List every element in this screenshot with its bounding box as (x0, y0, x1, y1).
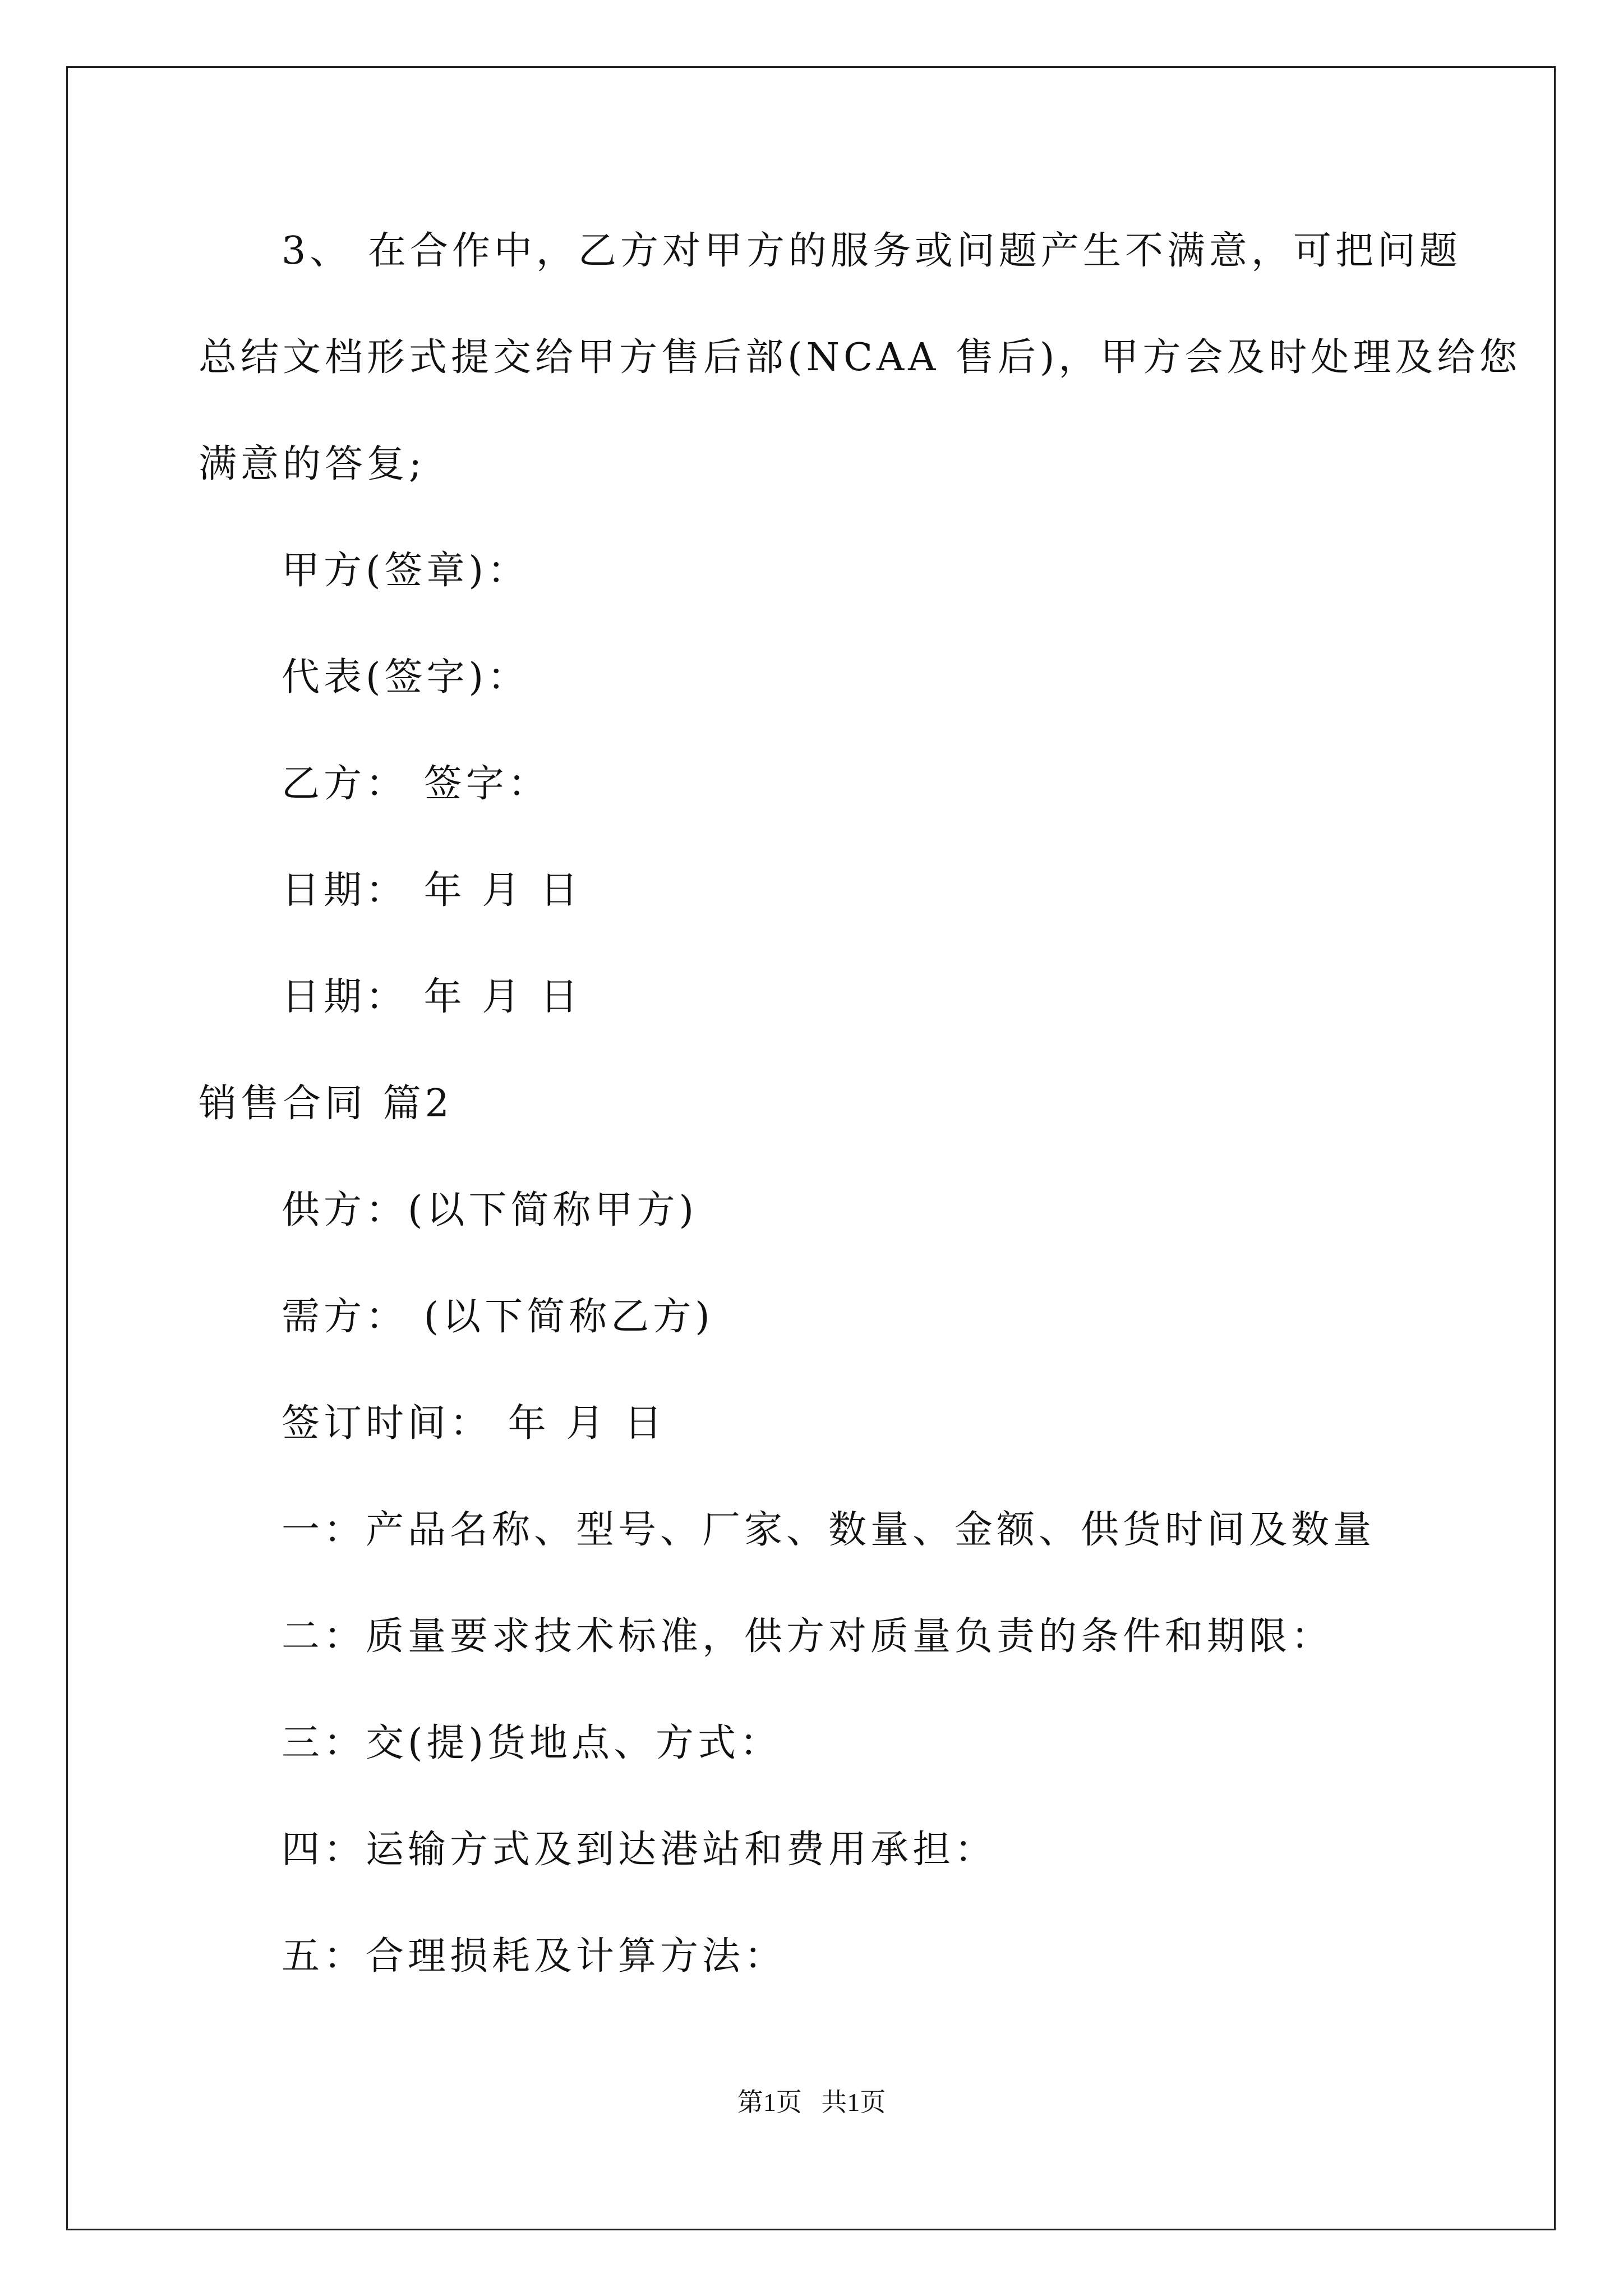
paragraph-3-line-3: 满意的答复; (199, 442, 426, 486)
clause-5: 五：合理损耗及计算方法： (282, 1934, 787, 1978)
supplier-line: 供方：(以下简称甲方) (282, 1188, 698, 1232)
party-a-seal-line: 甲方(签章)： (282, 549, 530, 593)
page-border (66, 66, 1556, 2230)
date-line-1: 日期： 年 月 日 (282, 868, 582, 913)
clause-3: 三：交(提)货地点、方式： (282, 1721, 782, 1765)
page-number-footer: 第1页 共1页 (737, 2088, 886, 2116)
clause-1: 一：产品名称、型号、厂家、数量、金额、供货时间及数量 (282, 1508, 1376, 1552)
signing-date-line: 签订时间： 年 月 日 (282, 1401, 666, 1446)
party-b-signature-line: 乙方： 签字： (282, 762, 550, 806)
paragraph-3-line-1: 3、 在合作中，乙方对甲方的服务或问题产生不满意，可把问题 (282, 229, 1461, 273)
clause-2: 二：质量要求技术标准，供方对质量负责的条件和期限： (282, 1614, 1334, 1659)
clause-4: 四：运输方式及到达港站和费用承担： (282, 1828, 997, 1872)
paragraph-3-line-2: 总结文档形式提交给甲方售后部(NCAA 售后)，甲方会及时处理及给您 (199, 335, 1521, 380)
buyer-line: 需方： (以下简称乙方) (282, 1295, 714, 1339)
date-line-2: 日期： 年 月 日 (282, 975, 582, 1019)
representative-signature-line: 代表(签字)： (282, 655, 530, 700)
section-heading: 销售合同 篇2 (199, 1082, 453, 1126)
